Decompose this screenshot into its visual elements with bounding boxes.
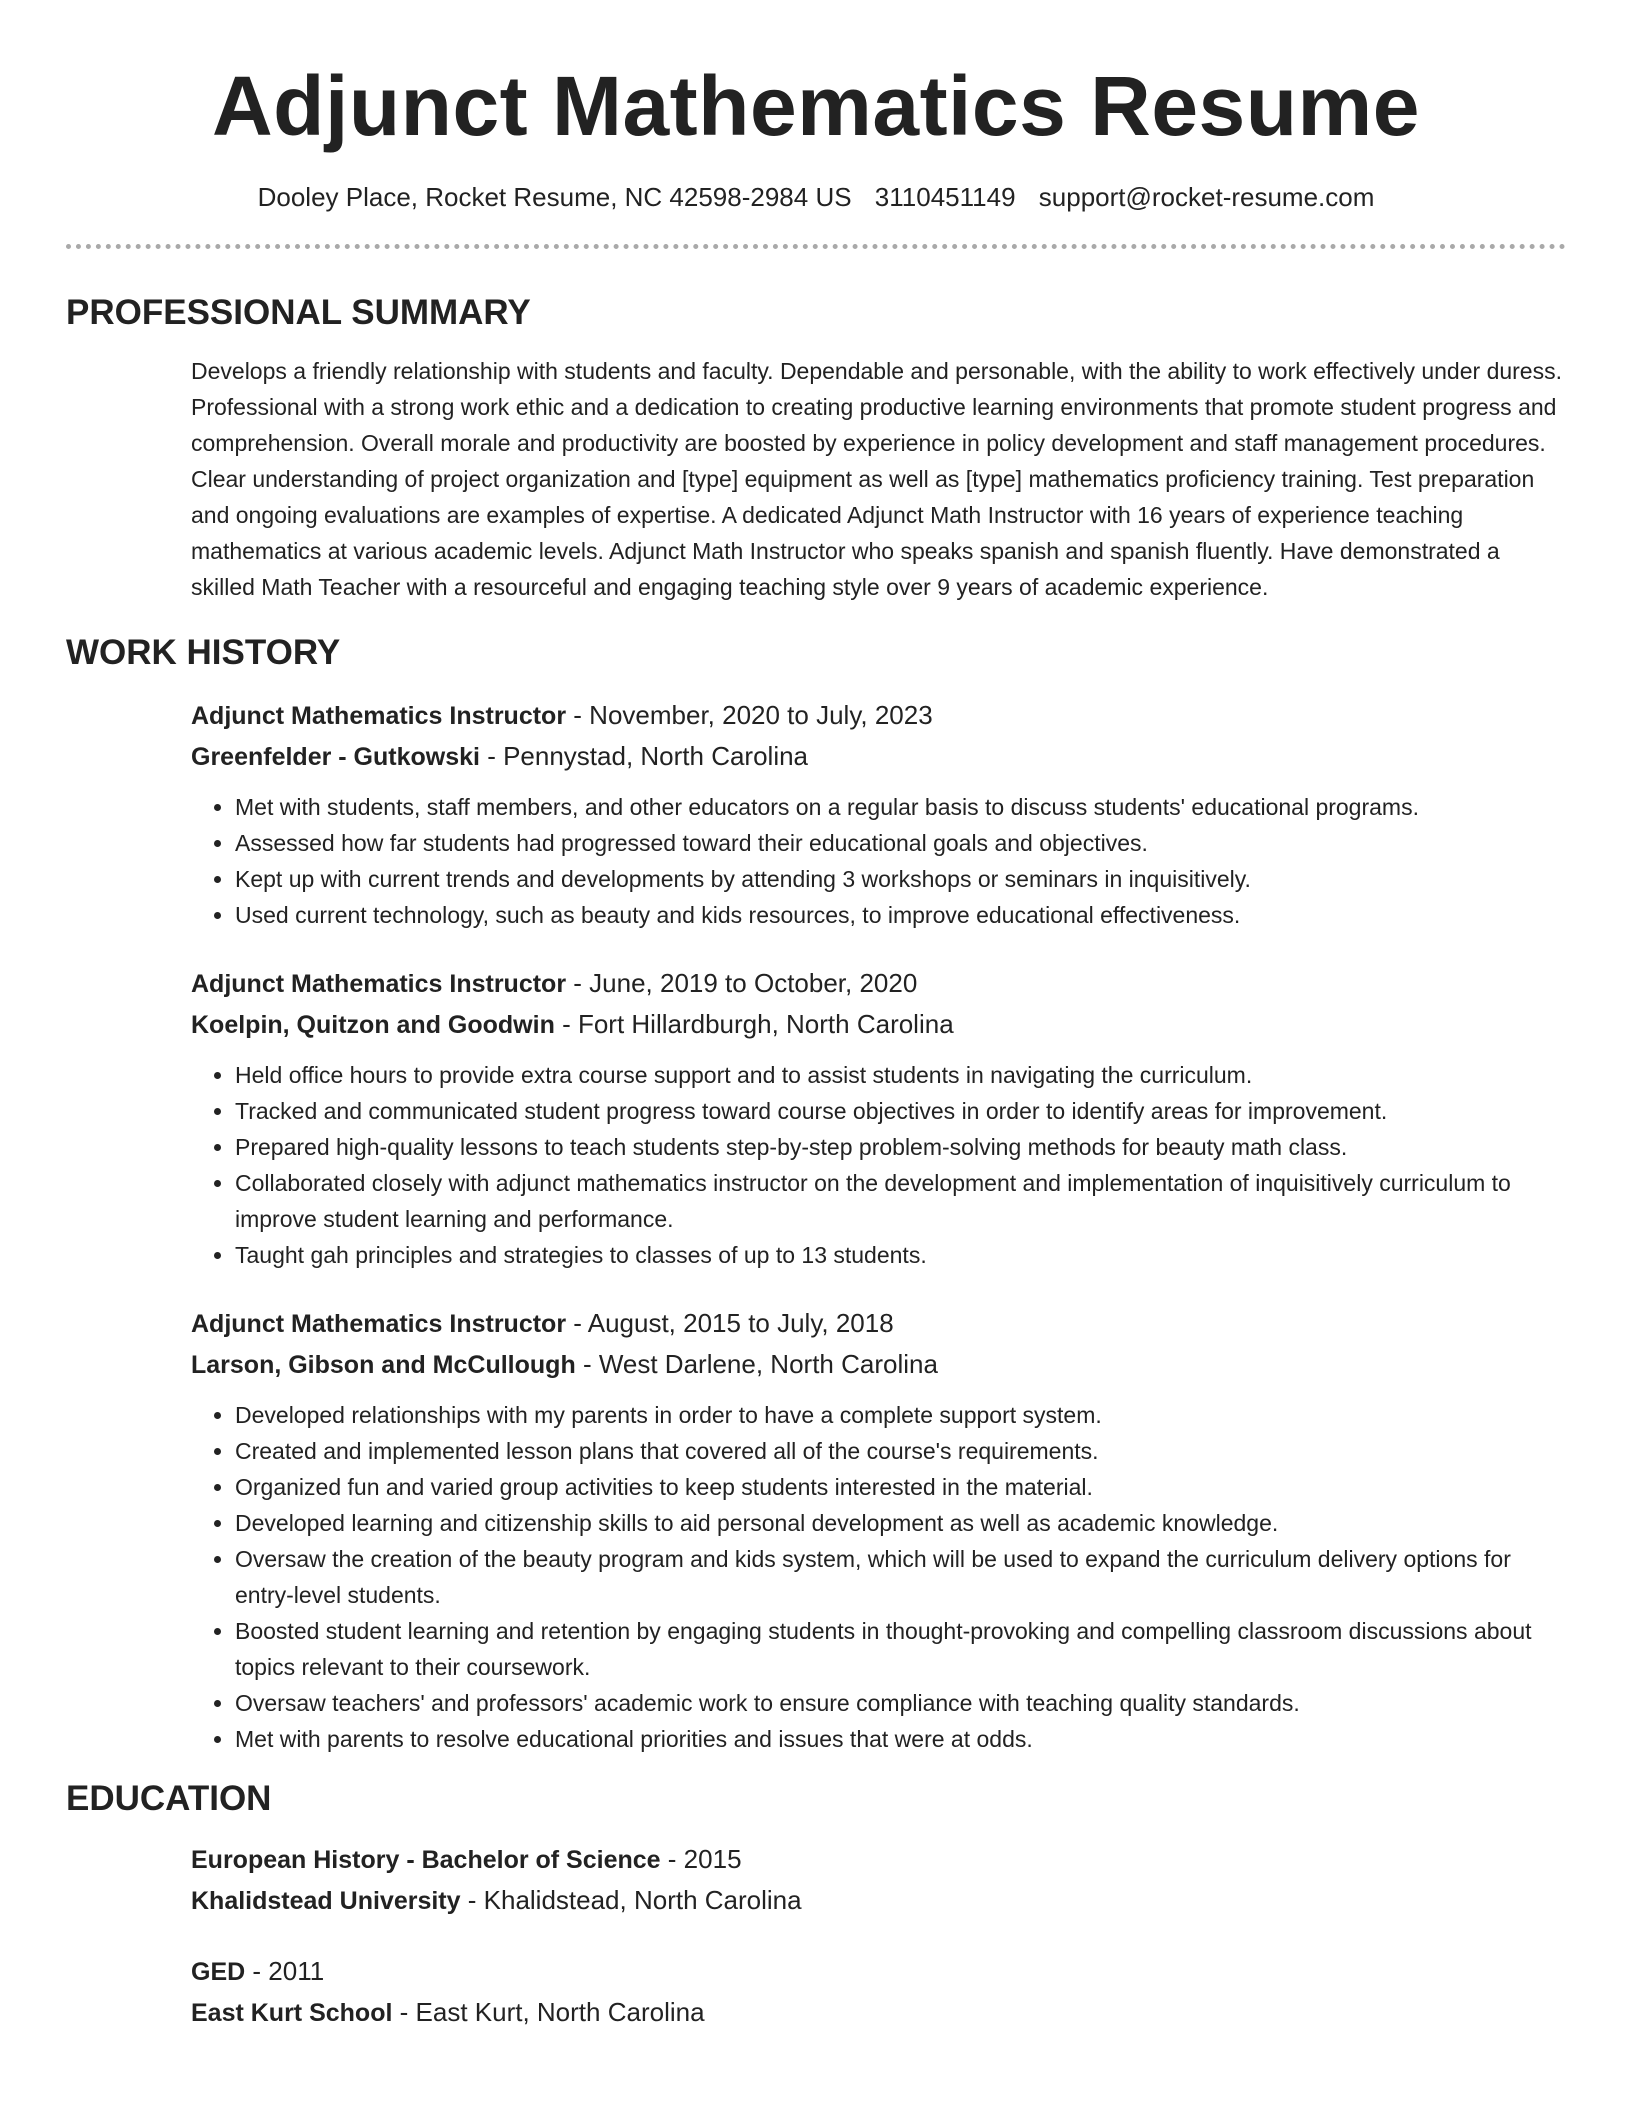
degree: GED <box>191 1958 246 1986</box>
school-location: - Khalidstead, North Carolina <box>460 1885 802 1915</box>
job-bullet: • Held office hours to provide extra course support and to assist students in navigating the curriculum. <box>235 1057 1566 1093</box>
work-history-heading: WORK HISTORY <box>66 633 341 672</box>
job-bullet: • Prepared high-quality lessons to teach students step-by-step problem-solving methods for beauty math class. <box>235 1129 1566 1165</box>
job-title: Adjunct Mathematics Instructor <box>191 702 567 730</box>
job-title-line <box>191 695 1566 736</box>
job-bullet: • Tracked and communicated student progress toward course objectives in order to identify areas for improvement. <box>235 1093 1566 1129</box>
job-bullets <box>191 1057 1566 1273</box>
summary-text: Develops a friendly relationship with students and faculty. Dependable and personable, with the ability to work effectively under duress. Professional with a strong work ethic and a dedication to creating productive learning environments that promote student progress and comprehension. Overall morale and productivity are boosted by experience in policy development and staff management procedures. Clear understanding of project organization and [type] equipment as well as [type] mathematics proficiency training. Test preparation and ongoing evaluations are examples of expertise. A dedicated Adjunct Math Instructor with 16 years of experience teaching mathematics at various academic levels. Adjunct Math Instructor who speaks spanish and spanish fluently. Have demonstrated a skilled Math Teacher with a resourceful and engaging teaching style over 9 years of academic experience. <box>191 358 1562 600</box>
school-location: - East Kurt, North Carolina <box>392 1997 705 2027</box>
job-location: - Fort Hillardburgh, North Carolina <box>554 1009 954 1039</box>
degree-line <box>191 1951 1566 1992</box>
school-name: East Kurt School <box>191 1999 393 2027</box>
job-bullet: • Created and implemented lesson plans that covered all of the course's requirements. <box>235 1433 1566 1469</box>
job-bullets <box>191 789 1566 933</box>
job-bullet: • Met with parents to resolve educational priorities and issues that were at odds. <box>235 1721 1566 1757</box>
job-dates: - June, 2019 to October, 2020 <box>566 968 918 998</box>
degree: European History - Bachelor of Science <box>191 1846 661 1874</box>
job-bullet: • Oversaw teachers' and professors' academic work to ensure compliance with teaching quality standards. <box>235 1685 1566 1721</box>
degree-line <box>191 1839 1566 1880</box>
job-bullet: • Developed relationships with my parents in order to have a complete support system. <box>235 1397 1566 1433</box>
contact-phone: 3110451149 <box>874 182 1016 212</box>
job-bullet: • Collaborated closely with adjunct mathematics instructor on the development and implementation of inquisitively curriculum to improve student learning and performance. <box>235 1165 1566 1237</box>
job-title: Adjunct Mathematics Instructor <box>191 1310 567 1338</box>
job-title-line <box>191 963 1566 1004</box>
job-bullet: • Met with students, staff members, and other educators on a regular basis to discuss students' educational programs. <box>235 789 1566 825</box>
school-name: Khalidstead University <box>191 1887 461 1915</box>
work-history-section <box>66 631 1566 1757</box>
job-company: Greenfelder - Gutkowski <box>191 743 480 771</box>
summary-section <box>66 291 1566 605</box>
education-entry <box>191 1951 1566 2033</box>
job-bullet: • Developed learning and citizenship skills to aid personal development as well as academic knowledge. <box>235 1505 1566 1541</box>
job-location: - Pennystad, North Carolina <box>479 741 809 771</box>
job-location: - West Darlene, North Carolina <box>575 1349 938 1379</box>
contact-line <box>66 180 1566 214</box>
job-title: Adjunct Mathematics Instructor <box>191 970 567 998</box>
education-section <box>66 1777 1566 2033</box>
job-company-line <box>191 1004 1566 1045</box>
graduation-year: - 2015 <box>660 1844 742 1874</box>
graduation-year: - 2011 <box>245 1956 325 1986</box>
job-entry <box>191 963 1566 1273</box>
summary-heading: PROFESSIONAL SUMMARY <box>66 293 531 332</box>
job-company-line <box>191 736 1566 777</box>
job-title-line <box>191 1303 1566 1344</box>
job-bullets <box>191 1397 1566 1757</box>
job-bullet: • Assessed how far students had progressed toward their educational goals and objectives. <box>235 825 1566 861</box>
job-company: Koelpin, Quitzon and Goodwin <box>191 1011 555 1039</box>
job-dates: - August, 2015 to July, 2018 <box>566 1308 894 1338</box>
school-line <box>191 1992 1566 2033</box>
contact-email: support@rocket-resume.com <box>1038 182 1375 212</box>
school-line <box>191 1880 1566 1921</box>
job-bullet: • Oversaw the creation of the beauty program and kids system, which will be used to expand the curriculum delivery options for entry-level students. <box>235 1541 1566 1613</box>
job-bullet: • Taught gah principles and strategies to classes of up to 13 students. <box>235 1237 1566 1273</box>
job-company: Larson, Gibson and McCullough <box>191 1351 576 1379</box>
job-company-line <box>191 1344 1566 1385</box>
job-bullet: • Boosted student learning and retention by engaging students in thought-provoking and compelling classroom discussions about topics relevant to their coursework. <box>235 1613 1566 1685</box>
job-bullet: • Used current technology, such as beauty and kids resources, to improve educational effectiveness. <box>235 897 1566 933</box>
job-bullet: • Kept up with current trends and developments by attending 3 workshops or seminars in inquisitively. <box>235 861 1566 897</box>
resume-title: Adjunct Mathematics Resume <box>212 59 1420 153</box>
education-entry <box>191 1839 1566 1921</box>
job-dates: - November, 2020 to July, 2023 <box>566 700 933 730</box>
job-entry <box>191 695 1566 933</box>
contact-address: Dooley Place, Rocket Resume, NC 42598-2984 US <box>257 182 852 212</box>
header-divider <box>66 244 1566 249</box>
job-entry <box>191 1303 1566 1757</box>
education-heading: EDUCATION <box>66 1779 272 1818</box>
job-bullet: • Organized fun and varied group activities to keep students interested in the material. <box>235 1469 1566 1505</box>
